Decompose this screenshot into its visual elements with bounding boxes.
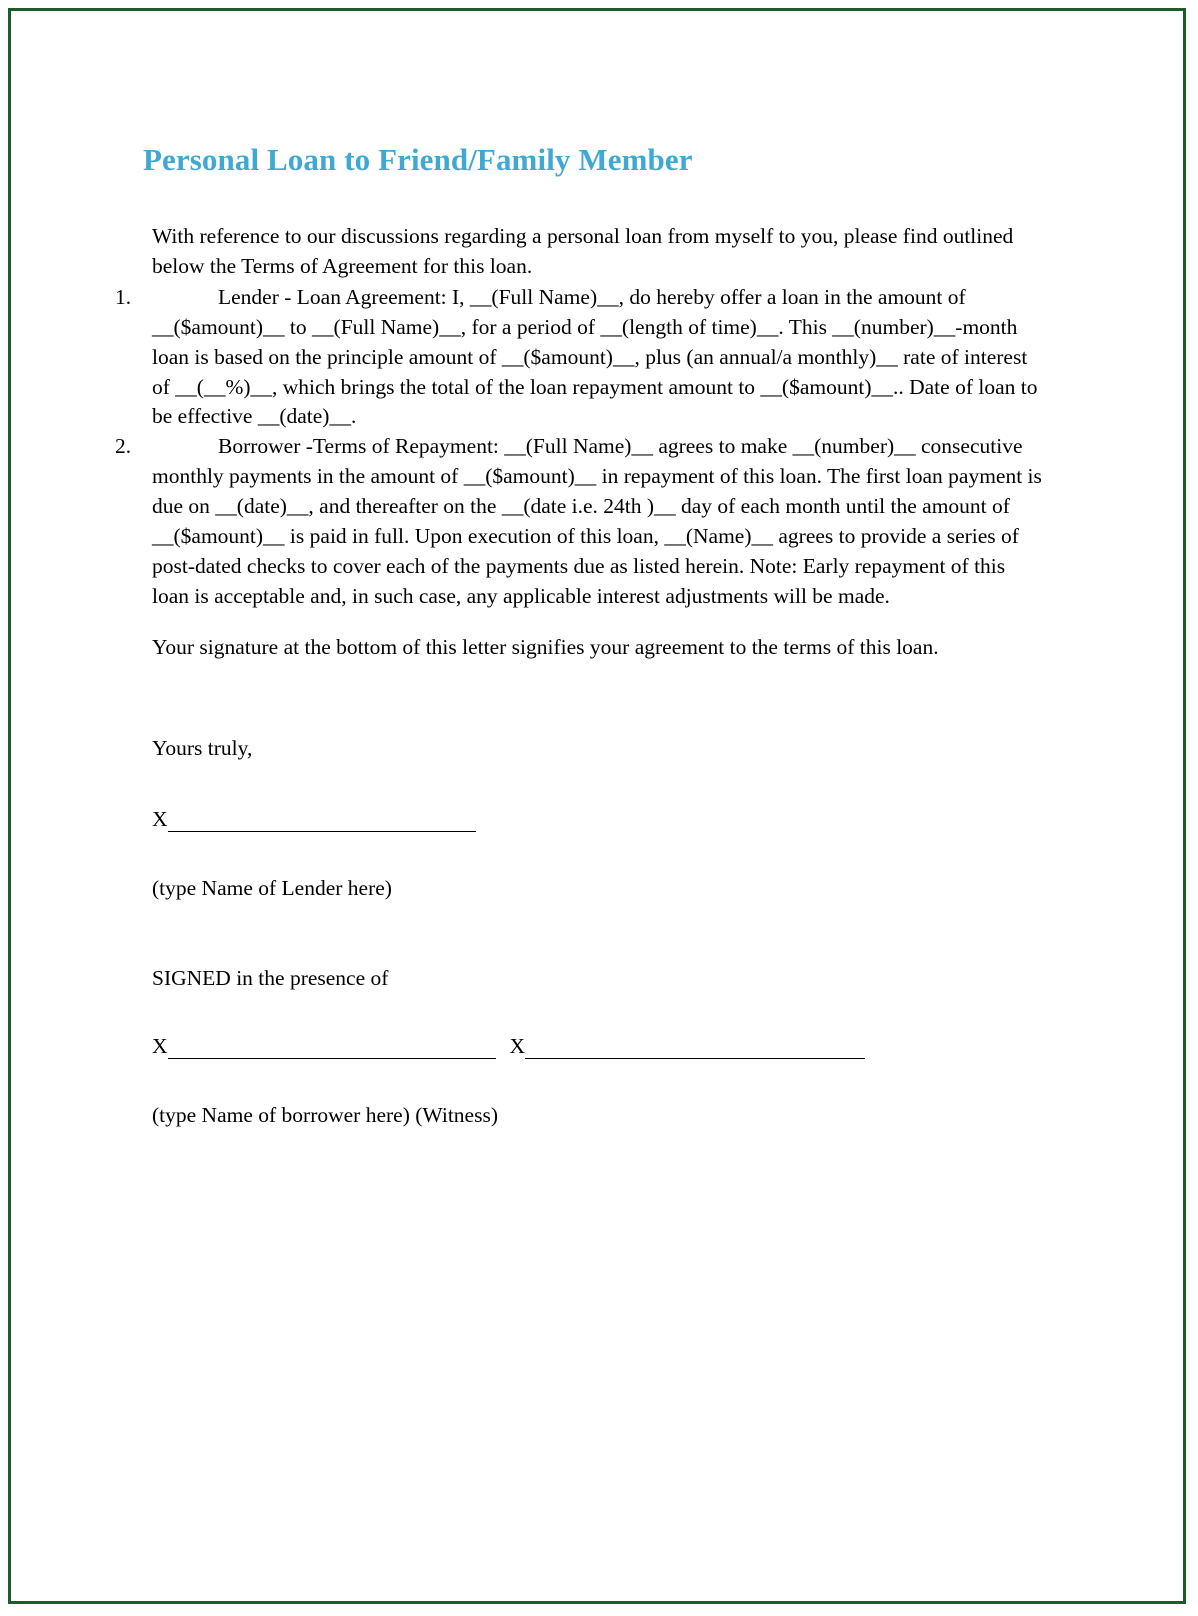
spacer [143, 1059, 1043, 1081]
terms-list [143, 283, 1043, 612]
page-title: Personal Loan to Friend/Family Member [143, 142, 693, 177]
term-text-2: Borrower -Terms of Repayment: __(Full Name)__ agrees to make __(number)__ consecutive monthly payments in the amount of __($amount)__ in repayment of this loan. The first loan payment is due on __(date)__, and thereafter on the __(date i.e. 24th )__ day of each month until the amount of __($amount)__ is paid in full. Upon execution of this loan, __(Name)__ agrees to provide a series of post-dated checks to cover each of the payments due as listed herein. Note: Early repayment of this loan is acceptable and, in such case, any applicable interest adjustments will be made. [152, 434, 1042, 608]
borrower-signature-line[interactable] [168, 1041, 496, 1059]
witness-signature-line[interactable] [525, 1041, 865, 1059]
spacer [143, 922, 1043, 944]
lender-caption: (type Name of Lender here) [152, 875, 392, 900]
borrower-witness-signature-row [152, 1034, 1043, 1059]
intro-paragraph: With reference to our discussions regarding a personal loan from myself to you, please find outlined below the Terms of Agreement for this loan. [152, 224, 1014, 279]
signed-presence-line: SIGNED in the presence of [152, 965, 389, 990]
document-border-frame [8, 8, 1186, 1604]
bottom-caption: (type Name of borrower here) (Witness) [152, 1102, 498, 1127]
signature-mark: X [152, 1034, 168, 1059]
lender-signature-line[interactable] [168, 814, 476, 832]
list-item [143, 432, 1043, 611]
spacer [143, 785, 1043, 807]
signature-mark: X [152, 807, 168, 832]
term-text-1: Lender - Loan Agreement: I, __(Full Name)__, do hereby offer a loan in the amount of __($amount)__ to __(Full Name)__, for a period of __(length of time)__. This __(number)__-month loan is based on the principle amount of __($amount)__, plus (an annual/a monthly)__ rate of interest of __(__%)__, which brings the total of the loan repayment amount to __($amount)__.. Date of loan to be effective __(date)__. [152, 284, 1038, 429]
list-item [143, 283, 1043, 432]
spacer [143, 832, 1043, 854]
lender-signature-row [152, 807, 1043, 832]
closing-line: Yours truly, [152, 735, 253, 760]
signature-mark: X [509, 1034, 526, 1059]
spacer [143, 684, 1043, 712]
signature-statement: Your signature at the bottom of this letter signifies your agreement to the terms of this loan. [152, 635, 939, 660]
document-body [143, 141, 1043, 1149]
spacer [143, 1012, 1043, 1034]
